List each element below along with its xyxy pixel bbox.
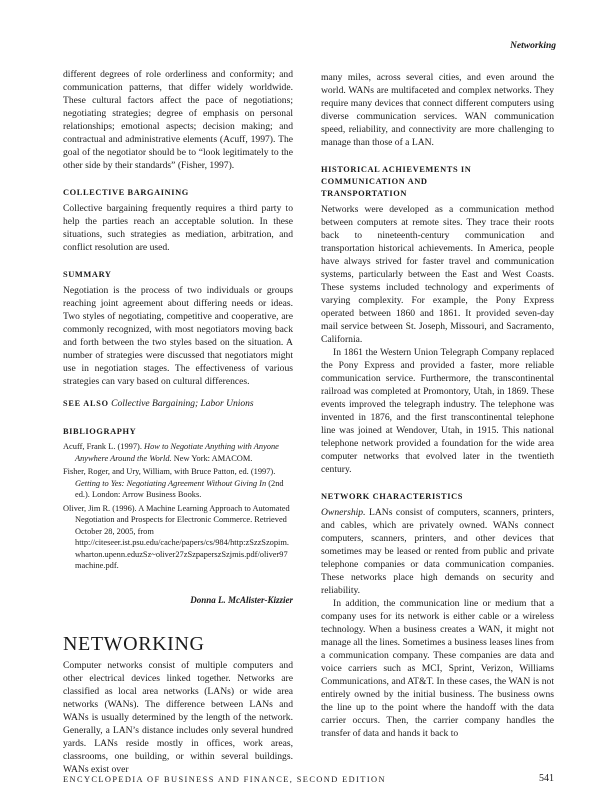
collective-bargaining-paragraph: Collective bargaining frequently requires a third party to help the parties reach an acceptable solution. In these situations, such strategies as mediation, arbitration, and conflict resolution are used. [63,203,293,253]
bibliography-entry: Fisher, Roger, and Ury, William, with Bruce Patton, ed. (1997). Getting to Yes: Negotiating Agreement Without Giving In (2nd ed.). London: Arrow Business Books. [63,467,284,499]
right-intro-paragraph: many miles, across several cities, and even around the world. WANs are multifaceted and complex networks. They require many devices that connect different computers using diverse communication services. WAN communication speed, reliability, and connectivity are more challenging to manage than those of a LAN. [321,72,554,148]
bibliography-entry: Oliver, Jim R. (1996). A Machine Learning Approach to Automated Negotiation and Prospects for Electronic Commerce. Retrieved October 28, 2005, from http://citeseer.ist.psu.edu/cache/papers/cs/984/http:zSzzSzopim.wharton.upenn.eduzSz~oliver27zSzpaperszSzjmis.pdf/oliver97machine.pdf. [63,503,290,570]
ownership-label: Ownership. [321,507,366,518]
author-byline: Donna L. McAlister-Kizzier [190,594,293,605]
summary-paragraph: Negotiation is the process of two individuals or groups reaching joint agreement about differing needs or ideas. Two styles of negotiating, competitive and cooperative, are commonly recognized, with most negotiators moving back and forth between the two styles based on the situation. A number of strategies were discussed that negotiators might use in negotiation stages. The effectiveness of various strategies can vary based on cultural differences. [63,285,293,387]
bibliography-heading: BIBLIOGRAPHY [63,427,137,436]
history-paragraph-1: Networks were developed as a communication method between computers at remote sites. They trace their roots back to nineteenth-century communication and transportation historical achievements. In America, people have always strived for faster travel and communication systems, particularly between the East and West Coasts. These systems included technology and experiments of varying complexity. For example, the Pony Express operated between 1860 and 1861. It provided seven-day mail service between St. Joseph, Missouri, and Sacramento, California. [321,204,554,345]
page-number: 541 [539,773,554,784]
networking-intro-paragraph: Computer networks consist of multiple computers and other electrical devices linked together. Networks are classified as local area networks (LANs) or wide area networks (WANs). The difference between LANs and WANs is usually determined by the length of the network. Generally, a LAN’s distance includes only several hundred yards. LANs reside mostly in offices, work areas, classrooms, one building, or within several buildings. WANs exist over [63,659,293,775]
left-column [63,68,293,776]
bibliography-list [63,441,293,572]
running-head: Networking [510,41,556,51]
summary-heading: SUMMARY [63,270,112,279]
right-column [321,71,554,740]
see-also-label: SEE ALSO [63,399,109,408]
left-intro-paragraph: different degrees of role orderliness and conformity; and communication patterns, that differ widely worldwide. These cultural factors affect the pace of negotiations; negotiating strategies; degree of emphasis on personal relationships; emotional aspects; decision making; and contractual and administrative elements (Acuff, 1997). The goal of the negotiator should be to “look legitimately to the other side by their standards” (Fisher, 1997). [63,69,293,171]
see-also-line [63,397,293,411]
ownership-paragraph-1: Ownership. LANs consist of computers, scanners, printers, and cables, which are privately owned. WANs connect computers, scanners, printers, and other devices that sometimes may be leased or rented from public and private telephone companies or data communication companies. These networks place high demands on security and reliability. [321,507,554,596]
collective-bargaining-heading: COLLECTIVE BARGAINING [63,188,189,197]
see-also-references[interactable]: Collective Bargaining; Labor Unions [111,399,254,409]
ownership-paragraph-2: In addition, the communication line or medium that a company uses for its network is either cable or a wireless technology. When a business creates a WAN, it might not manage all the lines. Sometimes a business leases lines from a communication company. These companies are data and voice carriers such as MCI, Sprint, Verizon, Williams Communications, and AT&T. In these cases, the WAN is not entirely owned by the initial business. The business owns the line up to the point where the handoff with the data carrier occurs. Then, the carrier company handles the transfer of data and hands it back to [321,598,554,739]
footer-publication-title: ENCYCLOPEDIA OF BUSINESS AND FINANCE, SECOND EDITION [63,775,386,784]
networking-article-title: NETWORKING [63,632,205,655]
historical-achievements-heading: HISTORICAL ACHIEVEMENTS IN COMMUNICATION AND TRANSPORTATION [321,165,472,198]
network-characteristics-heading: NETWORK CHARACTERISTICS [321,492,464,501]
history-paragraph-2: In 1861 the Western Union Telegraph Company replaced the Pony Express and provided a faster, more reliable communication service. Furthermore, the transcontinental railroad was completed at Promontory, Utah, in 1869. These events improved the telegraph industry. The telephone was invented in 1876, and the first transcontinental telephone line was joined at Wendover, Utah, in 1915. This national telephone network provided a foundation for the wide area computer networks that evolved later in the twentieth century. [321,347,554,475]
bibliography-entry: Acuff, Frank L. (1997). How to Negotiate Anything with Anyone Anywhere Around the World. New York: AMACOM. [63,442,279,463]
